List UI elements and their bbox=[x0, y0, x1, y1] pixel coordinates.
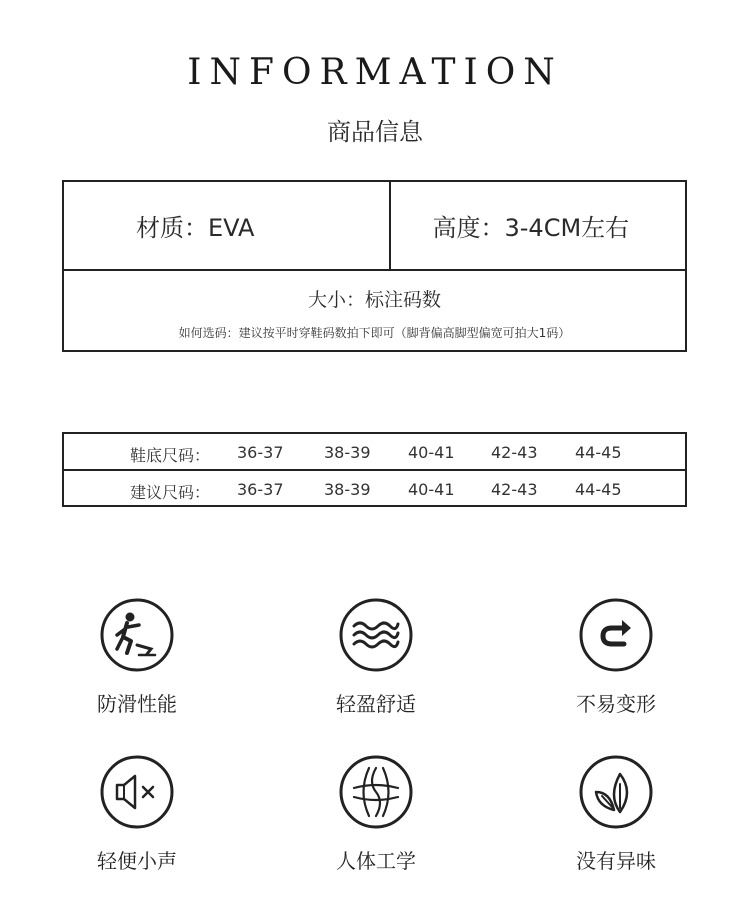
size-cell: 40-41 bbox=[408, 480, 455, 499]
heading-english: INFORMATION bbox=[187, 52, 563, 93]
product-info-box bbox=[62, 180, 687, 352]
size-cell: 42-43 bbox=[491, 480, 538, 499]
size-cell: 38-39 bbox=[324, 443, 371, 462]
anti-slip-icon bbox=[97, 595, 177, 675]
return-arrow-icon bbox=[576, 595, 656, 675]
size-cell: 42-43 bbox=[491, 443, 538, 462]
heading-chinese: 商品信息 bbox=[327, 118, 423, 146]
size-row-recommended bbox=[64, 469, 685, 506]
mute-speaker-icon bbox=[97, 752, 177, 832]
waves-icon bbox=[336, 595, 416, 675]
material-cell: 材质：EVA bbox=[136, 214, 255, 242]
ergonomic-icon bbox=[336, 752, 416, 832]
feature-ergonomic bbox=[296, 752, 456, 874]
info-row-size bbox=[64, 285, 685, 341]
row-label: 鞋底尺码： bbox=[130, 446, 211, 465]
feature-label: 不易变形 bbox=[576, 692, 656, 716]
feature-quiet bbox=[57, 752, 217, 874]
feature-label: 轻便小声 bbox=[97, 849, 177, 873]
leaf-icon bbox=[576, 752, 656, 832]
feature-label: 没有异味 bbox=[576, 849, 656, 873]
size-cell: 38-39 bbox=[324, 480, 371, 499]
size-cell: 44-45 bbox=[575, 480, 622, 499]
height-cell: 高度：3-4CM左右 bbox=[389, 182, 686, 269]
size-cell: 40-41 bbox=[408, 443, 455, 462]
size-row-sole bbox=[64, 434, 685, 469]
size-title: 大小：标注码数 bbox=[307, 289, 441, 311]
feature-label: 轻盈舒适 bbox=[336, 692, 416, 716]
size-cell: 36-37 bbox=[237, 443, 284, 462]
size-note: 如何选码：建议按平时穿鞋码数拍下即可（脚背偏高脚型偏宽可拍大1码） bbox=[178, 326, 571, 340]
feature-odorless bbox=[536, 752, 696, 874]
feature-label: 人体工学 bbox=[336, 849, 416, 873]
size-cell: 36-37 bbox=[237, 480, 284, 499]
size-table bbox=[62, 432, 687, 507]
feature-shape-retention bbox=[536, 595, 696, 717]
size-cell: 44-45 bbox=[575, 443, 622, 462]
feature-label: 防滑性能 bbox=[97, 692, 177, 716]
feature-anti-slip bbox=[57, 595, 217, 717]
feature-lightweight bbox=[296, 595, 456, 717]
row-label: 建议尺码： bbox=[130, 483, 211, 502]
info-row-top bbox=[64, 182, 685, 271]
